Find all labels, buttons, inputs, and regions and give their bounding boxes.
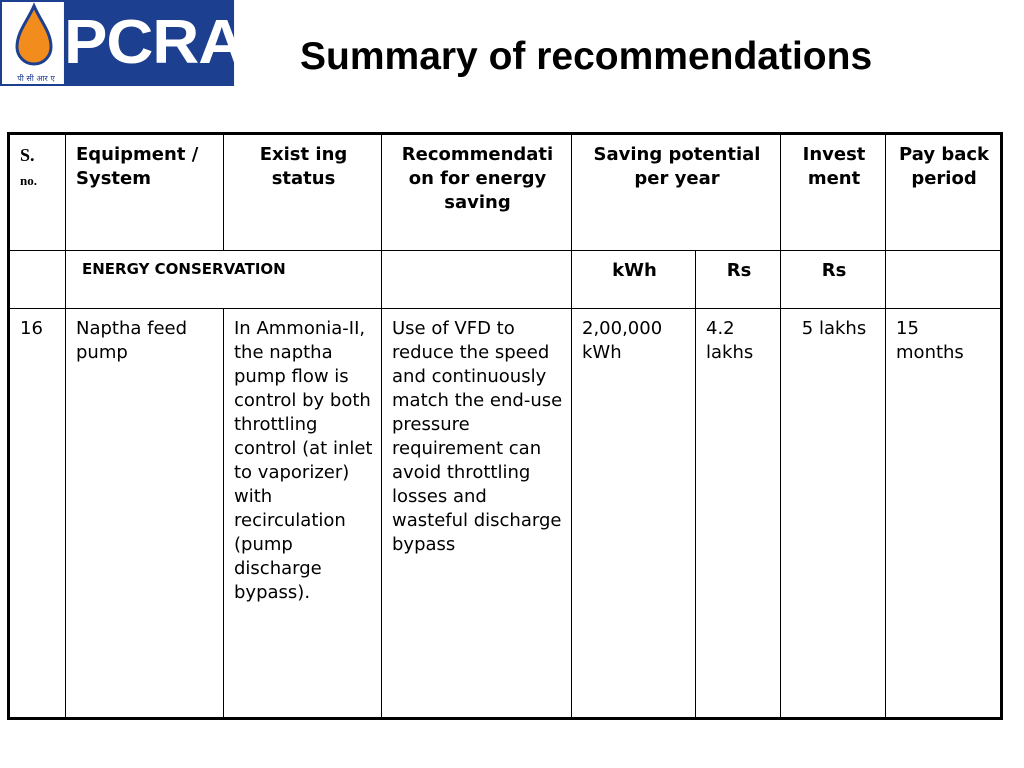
logo-wordmark: PCRA [64, 0, 234, 86]
header-existing-status: Exist ing status [224, 134, 382, 251]
header-serial-top: S. [20, 145, 35, 165]
logo-hindi-text: पी सी आर ए [17, 74, 55, 83]
oil-drop-emblem [0, 0, 68, 86]
cell-payback: 15 months [886, 309, 1002, 719]
pcra-logo [0, 0, 245, 86]
page-title: Summary of recommendations [300, 35, 873, 78]
header-saving-potential: Saving potential per year [572, 134, 781, 251]
unit-rs-saving: Rs [696, 251, 781, 309]
subheader-empty-payback [886, 251, 1002, 309]
section-label: ENERGY CONSERVATION [66, 251, 382, 309]
header-equipment: Equipment / System [66, 134, 224, 251]
cell-equipment: Naptha feed pump [66, 309, 224, 719]
subheader-empty-serial [9, 251, 66, 309]
cell-investment: 5 lakhs [781, 309, 886, 719]
header-serial-bottom: no. [20, 173, 37, 188]
cell-saving-rs: 4.2 lakhs [696, 309, 781, 719]
header-investment: Invest ment [781, 134, 886, 251]
cell-existing-status: In Ammonia-II, the naptha pump flow is control by both throttling control (at inlet to vaporizer) with recirculation (pump discharge bypass). [224, 309, 382, 719]
header-payback: Pay back period [886, 134, 1002, 251]
header-serial [9, 134, 66, 251]
subheader-empty-recommendation [382, 251, 572, 309]
unit-rs-investment: Rs [781, 251, 886, 309]
unit-kwh: kWh [572, 251, 696, 309]
table-row [9, 309, 1002, 719]
cell-recommendation: Use of VFD to reduce the speed and continuously match the end-use pressure requirement can avoid throttling losses and wasteful discharge bypass [382, 309, 572, 719]
oil-drop-icon [2, 2, 66, 72]
cell-saving-kwh: 2,00,000 kWh [572, 309, 696, 719]
subheader-row [9, 251, 1002, 309]
header-recommendation: Recommendati on for energy saving [382, 134, 572, 251]
recommendations-table [7, 132, 1003, 720]
header-row [9, 134, 1002, 251]
cell-serial: 16 [9, 309, 66, 719]
